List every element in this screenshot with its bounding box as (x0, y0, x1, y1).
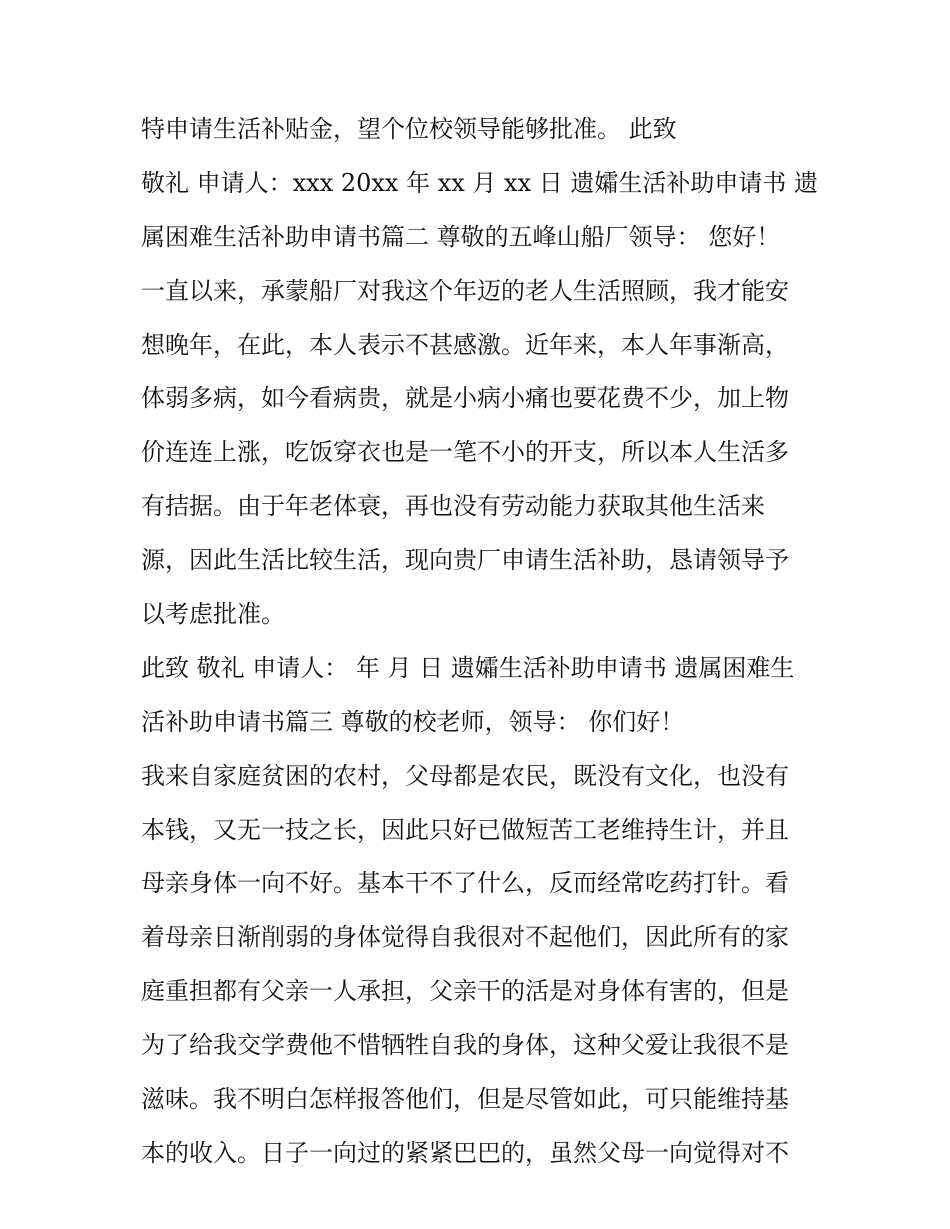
text-line: 着母亲日渐削弱的身体觉得自我很对不起他们，因此所有的家 (141, 923, 789, 952)
text-line: 源，因此生活比较生活，现向贵厂申请生活补助，恳请领导予 (141, 546, 789, 575)
text-line: 属困难生活补助申请书篇二 尊敬的五峰山船厂领导： 您好！ (141, 222, 781, 251)
text-line: 本的收入。日子一向过的紧紧巴巴的，虽然父母一向觉得对不 (141, 1138, 789, 1167)
text-line: 母亲身体一向不好。基本干不了什么，反而经常吃药打针。看 (141, 869, 789, 898)
text-line: 我来自家庭贫困的农村，父母都是农民，既没有文化，也没有 (141, 761, 789, 790)
text-line: 一直以来，承蒙船厂对我这个年迈的老人生活照顾，我才能安 (141, 276, 789, 305)
text-line: 以考虑批准。 (141, 600, 285, 629)
text-line: 有拮据。由于年老体衰，再也没有劳动能力获取其他生活来 (141, 492, 765, 521)
text-line: 庭重担都有父亲一人承担，父亲干的活是对身体有害的，但是 (141, 977, 789, 1006)
text-line: 此致 敬礼 申请人： 年 月 日 遗孀生活补助申请书 遗属困难生 (141, 653, 795, 682)
text-line: 活补助申请书篇三 尊敬的校老师，领导： 你们好！ (141, 707, 685, 736)
text-line: 体弱多病，如今看病贵，就是小病小痛也要花费不少，加上物 (141, 384, 789, 413)
text-line: 本钱，又无一技之长，因此只好已做短苦工老维持生计，并且 (141, 815, 789, 844)
text-line: 滋味。我不明白怎样报答他们，但是尽管如此，可只能维持基 (141, 1085, 789, 1114)
text-line: 为了给我交学费他不惜牺牲自我的身体，这种父爱让我很不是 (141, 1031, 789, 1060)
text-line: 敬礼 申请人：xxx 20xx 年 xx 月 xx 日 遗孀生活补助申请书 遗 (141, 168, 819, 197)
text-line: 特申请生活补贴金，望个位校领导能够批准。 此致 (141, 115, 677, 143)
text-line: 价连连上涨，吃饭穿衣也是一笔不小的开支，所以本人生活多 (141, 438, 789, 467)
document-body (141, 110, 821, 1188)
text-line: 想晚年，在此，本人表示不甚感激。近年来，本人年事渐高， (141, 330, 789, 359)
